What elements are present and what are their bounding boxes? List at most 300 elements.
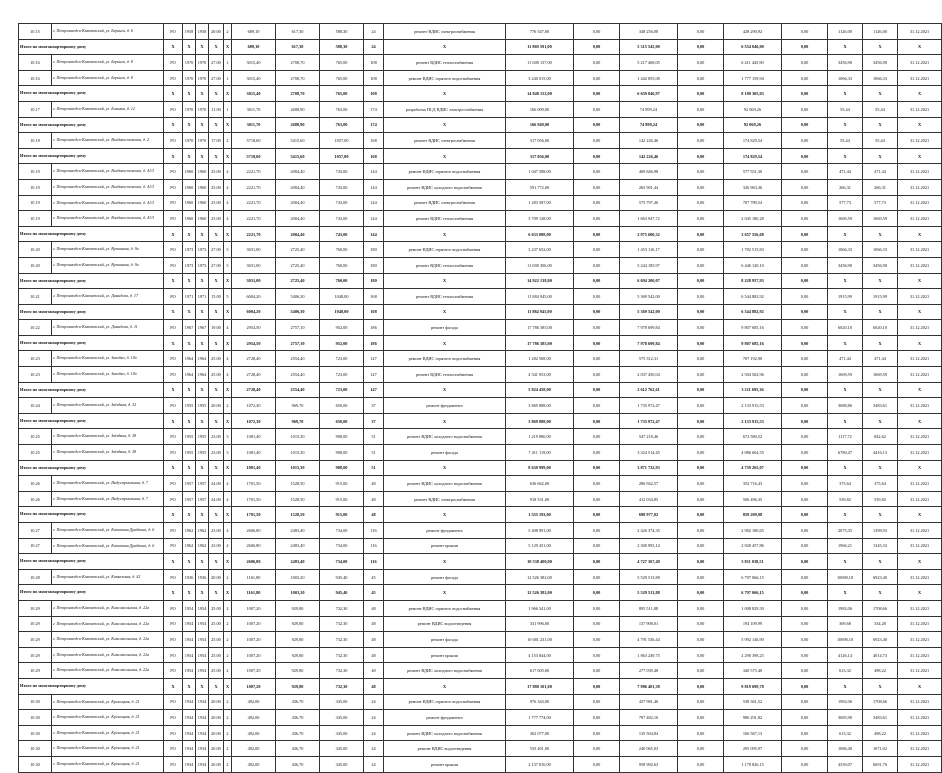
cell-c1: 535 401,00 xyxy=(506,741,574,757)
cell-en: 2 xyxy=(224,647,232,663)
cell-y2: 1960 xyxy=(196,164,209,180)
cell-c4: 0,00 xyxy=(678,585,724,601)
cell-u2: 842,62 xyxy=(863,429,898,445)
address-cell: г. Петрозаводск-Камчатский, ул. Давыдова, д. 17 xyxy=(52,289,164,305)
cell-own: X xyxy=(164,226,183,242)
cell-c3: 1 735 972,47 xyxy=(620,413,678,429)
cell-u2: 1345,33 xyxy=(863,538,898,554)
cell-y2: 1958 xyxy=(196,24,209,40)
cell-c1: 11 884 945,00 xyxy=(506,289,574,305)
cell-own: X xyxy=(164,335,183,351)
cell-en: X xyxy=(224,413,232,429)
cell-c4: 0,00 xyxy=(678,616,724,632)
cell-c4: 0,00 xyxy=(678,117,724,133)
cell-c2: 0,00 xyxy=(574,70,620,86)
cell-work: ремонт крыши xyxy=(384,647,506,663)
cell-c5: 3 657 556,68 xyxy=(724,226,782,242)
cell-a1: 6004,20 xyxy=(232,289,276,305)
cell-own: X xyxy=(164,507,183,523)
cell-a1: 2221,70 xyxy=(232,226,276,242)
cell-c1: 976 343,00 xyxy=(506,694,574,710)
cell-c4: 0,00 xyxy=(678,226,724,242)
cell-a2: 2483,40 xyxy=(276,538,320,554)
cell-c3: 74 899,24 xyxy=(620,101,678,117)
cell-y2: 1934 xyxy=(196,710,209,726)
cell-y2: 1955 xyxy=(196,398,209,414)
cell-own: РО xyxy=(164,663,183,679)
cell-c6: 0,00 xyxy=(782,710,828,726)
cell-res: 147 xyxy=(364,382,384,398)
cell-work: ремонт фасада xyxy=(384,569,506,585)
cell-en: 5 xyxy=(224,242,232,258)
cell-work: ремонт ВДИС холодного водоснабжения xyxy=(384,179,506,195)
cell-u2: 55,44 xyxy=(863,133,898,149)
cell-u1: 3688,86 xyxy=(828,398,863,414)
cell-u1: X xyxy=(828,304,863,320)
cell-c6: 0,00 xyxy=(782,320,828,336)
address-cell: г. Петрозаводск-Камчатский, ул. Кроноцкая, д. 21 xyxy=(52,741,164,757)
table-row xyxy=(19,351,942,367)
address-cell: г. Петрозаводск-Камчатский, ул. Индустриальная, д. 7 xyxy=(52,491,164,507)
cell-own: РО xyxy=(164,289,183,305)
cell-c3: 142 226,46 xyxy=(620,133,678,149)
address-cell: г. Петрозаводск-Камчатский, ул. Беринга, д. 6 xyxy=(52,24,164,40)
cell-c6: 0,00 xyxy=(782,133,828,149)
cell-c3: 265 901,44 xyxy=(620,179,678,195)
cell-own: X xyxy=(164,273,183,289)
cell-a1: 2728,40 xyxy=(232,351,276,367)
cell-fl: 24.00 xyxy=(209,491,224,507)
cell-dt: 31.12.2021 xyxy=(898,257,942,273)
cell-fl: X xyxy=(209,335,224,351)
cell-a3: 763,00 xyxy=(320,101,364,117)
cell-a1: 5718,60 xyxy=(232,148,276,164)
cell-u1: 6780,47 xyxy=(828,445,863,461)
cell-en: X xyxy=(224,678,232,694)
cell-a3: 945,40 xyxy=(320,585,364,601)
cell-res: 37 xyxy=(364,398,384,414)
cell-c6: 0,00 xyxy=(782,398,828,414)
subtotal-label: Итого по многоквартирному дому xyxy=(19,554,164,570)
cell-a3: 952,00 xyxy=(320,320,364,336)
cell-res: 116 xyxy=(364,523,384,539)
cell-res: 168 xyxy=(364,304,384,320)
cell-y2: 1957 xyxy=(196,476,209,492)
cell-y2: 1954 xyxy=(196,600,209,616)
cell-own: РО xyxy=(164,694,183,710)
table-row xyxy=(19,663,942,679)
cell-work: ремонт ВДИС электроснабжения xyxy=(384,491,506,507)
cell-c3: 4 791 536,44 xyxy=(620,632,678,648)
cell-u1: 369,68 xyxy=(828,616,863,632)
cell-c3: 2 300 993,14 xyxy=(620,538,678,554)
cell-a1: 1701,50 xyxy=(232,491,276,507)
table-row xyxy=(19,70,942,86)
cell-c6: 0,00 xyxy=(782,195,828,211)
cell-n: 10.17 xyxy=(19,101,52,117)
cell-dt: X xyxy=(898,413,942,429)
cell-y2: 1954 xyxy=(196,647,209,663)
cell-a1: 2221,70 xyxy=(232,179,276,195)
cell-dt: 31.12.2021 xyxy=(898,211,942,227)
cell-c6: 0,00 xyxy=(782,164,828,180)
cell-dt: 31.12.2021 xyxy=(898,398,942,414)
cell-y2: 1971 xyxy=(196,289,209,305)
cell-u1: 613,32 xyxy=(828,725,863,741)
cell-y1: X xyxy=(183,678,196,694)
cell-y1: 1960 xyxy=(183,195,196,211)
cell-c1: 3 869 888,00 xyxy=(506,398,574,414)
cell-u1: 4126,14 xyxy=(828,647,863,663)
cell-c4: 0,00 xyxy=(678,398,724,414)
cell-res: 48 xyxy=(364,678,384,694)
cell-y1: 1954 xyxy=(183,616,196,632)
cell-a1: 1007,20 xyxy=(232,678,276,694)
cell-en: X xyxy=(224,460,232,476)
cell-own: РО xyxy=(164,725,183,741)
address-cell: г. Петрозаводск-Камчатский, ул. Давыдова, д. 11 xyxy=(52,320,164,336)
cell-c4: 0,00 xyxy=(678,507,724,523)
cell-u2: 6691,76 xyxy=(863,756,898,772)
subtotal-row xyxy=(19,507,942,523)
cell-y1: X xyxy=(183,585,196,601)
cell-c5: 1 178 826,15 xyxy=(724,756,782,772)
table-row xyxy=(19,647,942,663)
cell-c2: 0,00 xyxy=(574,117,620,133)
cell-c2: 0,00 xyxy=(574,101,620,117)
cell-c6: 0,00 xyxy=(782,242,828,258)
cell-a1: 1072,30 xyxy=(232,398,276,414)
cell-c6: 0,00 xyxy=(782,663,828,679)
cell-c1: 7 411 119,00 xyxy=(506,445,574,461)
cell-a1: 1081,40 xyxy=(232,460,276,476)
cell-c5: 1 782 515,83 xyxy=(724,242,782,258)
cell-c2: 0,00 xyxy=(574,756,620,772)
cell-en: 4 xyxy=(224,538,232,554)
cell-en: 1 xyxy=(224,70,232,86)
cell-dt: 31.12.2021 xyxy=(898,616,942,632)
cell-c4: 0,00 xyxy=(678,24,724,40)
address-cell: г. Петрозаводск-Камчатский, ул. Кавказская, д. 42 xyxy=(52,569,164,585)
cell-own: РО xyxy=(164,55,183,71)
cell-en: 2 xyxy=(224,398,232,414)
cell-c4: 0,00 xyxy=(678,476,724,492)
cell-dt: 31.12.2021 xyxy=(898,24,942,40)
cell-fl: 23.00 xyxy=(209,429,224,445)
cell-u2: X xyxy=(863,148,898,164)
cell-c4: 0,00 xyxy=(678,445,724,461)
cell-a2: 1003,20 xyxy=(276,569,320,585)
cell-en: X xyxy=(224,335,232,351)
cell-n: 10.29 xyxy=(19,632,52,648)
cell-a3: 345,00 xyxy=(320,741,364,757)
cell-y1: 1955 xyxy=(183,398,196,414)
cell-c5: 2 045 180,28 xyxy=(724,211,782,227)
cell-a1: 1081,40 xyxy=(232,429,276,445)
cell-a1: 492,00 xyxy=(232,694,276,710)
address-cell: г. Петрозаводск-Камчатский, ул. Индустриальная, д. 7 xyxy=(52,476,164,492)
cell-a2: 969,70 xyxy=(276,413,320,429)
cell-n: 10.23 xyxy=(19,351,52,367)
cell-u1: 1966,21 xyxy=(828,538,863,554)
subtotal-label: Итого по многоквартирному дому xyxy=(19,304,164,320)
cell-own: X xyxy=(164,413,183,429)
cell-own: РО xyxy=(164,101,183,117)
cell-c5: 980 291,82 xyxy=(724,710,782,726)
cell-c3: 2 037 450,04 xyxy=(620,367,678,383)
table-row xyxy=(19,476,942,492)
cell-n: 10.22 xyxy=(19,320,52,336)
cell-c1: 636 662,00 xyxy=(506,476,574,492)
subtotal-label: Итого по многоквартирному дому xyxy=(19,117,164,133)
subtotal-label: Итого по многоквартирному дому xyxy=(19,39,164,55)
cell-u1: 577,73 xyxy=(828,195,863,211)
cell-u2: X xyxy=(863,226,898,242)
cell-u2: 539,82 xyxy=(863,491,898,507)
cell-c4: 0,00 xyxy=(678,335,724,351)
table-row xyxy=(19,320,942,336)
cell-y1: 1960 xyxy=(183,164,196,180)
cell-y2: X xyxy=(196,226,209,242)
cell-c5: 707 192,90 xyxy=(724,351,782,367)
cell-u2: 266,31 xyxy=(863,179,898,195)
cell-y1: 1934 xyxy=(183,725,196,741)
cell-c5: 6 446 120,10 xyxy=(724,257,782,273)
cell-c5: 6 544 882,92 xyxy=(724,289,782,305)
cell-fl: 25.00 xyxy=(209,632,224,648)
address-cell: г. Петрозаводск-Камчатский, ул. Вулканная, д. 9а xyxy=(52,257,164,273)
cell-c1: 6 633 088,00 xyxy=(506,226,574,242)
cell-c2: 0,00 xyxy=(574,273,620,289)
cell-res: 51 xyxy=(364,429,384,445)
cell-own: X xyxy=(164,460,183,476)
cell-a2: 2708,70 xyxy=(276,86,320,102)
cell-u1: X xyxy=(828,148,863,164)
cell-fl: 25.00 xyxy=(209,351,224,367)
cell-en: 4 xyxy=(224,195,232,211)
cell-a3: 743,00 xyxy=(320,179,364,195)
cell-c5: 3 211 695,36 xyxy=(724,382,782,398)
cell-u1: 1669,59 xyxy=(828,367,863,383)
cell-u1: 375,64 xyxy=(828,476,863,492)
cell-res: 147 xyxy=(364,367,384,383)
cell-c6: 0,00 xyxy=(782,725,828,741)
cell-c2: 0,00 xyxy=(574,382,620,398)
table-row xyxy=(19,211,942,227)
cell-y1: 1973 xyxy=(183,242,196,258)
cell-res: 174 xyxy=(364,117,384,133)
cell-work: X xyxy=(384,117,506,133)
cell-c6: 0,00 xyxy=(782,523,828,539)
cell-c3: 5 369 542,00 xyxy=(620,289,678,305)
cell-c5: 6 544 882,92 xyxy=(724,304,782,320)
cell-work: ремонт ВДИС теплоснабжения xyxy=(384,55,506,71)
cell-work: X xyxy=(384,335,506,351)
address-cell: г. Петрозаводск-Камчатский, ул. Звёздная, д. 38 xyxy=(52,429,164,445)
cell-en: X xyxy=(224,507,232,523)
cell-a1: 3031,00 xyxy=(232,242,276,258)
cell-a3: 765,00 xyxy=(320,70,364,86)
cell-dt: 31.12.2021 xyxy=(898,242,942,258)
cell-res: 48 xyxy=(364,616,384,632)
subtotal-row xyxy=(19,273,942,289)
cell-dt: 31.12.2021 xyxy=(898,725,942,741)
cell-u1: 10698,10 xyxy=(828,569,863,585)
cell-work: ремонт ВДИС холодного водоснабжения xyxy=(384,725,506,741)
cell-c4: 0,00 xyxy=(678,632,724,648)
cell-c5: 295 095,97 xyxy=(724,741,782,757)
cell-c3: 74 899,24 xyxy=(620,117,678,133)
cell-u1: 1066,33 xyxy=(828,242,863,258)
cell-work: X xyxy=(384,460,506,476)
cell-u2: X xyxy=(863,460,898,476)
subtotal-row xyxy=(19,304,942,320)
cell-u2: 1066,33 xyxy=(863,70,898,86)
cell-c1: 12 526 382,00 xyxy=(506,585,574,601)
cell-res: 24 xyxy=(364,39,384,55)
cell-u1: 1086,40 xyxy=(828,741,863,757)
table-row xyxy=(19,367,942,383)
cell-en: X xyxy=(224,117,232,133)
subtotal-label: Итого по многоквартирному дому xyxy=(19,460,164,476)
capital-repair-register-table xyxy=(18,23,942,773)
cell-a1: 1701,50 xyxy=(232,507,276,523)
cell-c3: 698 977,02 xyxy=(620,507,678,523)
cell-c4: 0,00 xyxy=(678,678,724,694)
cell-c4: 0,00 xyxy=(678,538,724,554)
cell-en: 4 xyxy=(224,367,232,383)
cell-n: 10.16 xyxy=(19,70,52,86)
cell-work: ремонт фундамента xyxy=(384,710,506,726)
cell-c4: 0,00 xyxy=(678,70,724,86)
cell-u1: X xyxy=(828,382,863,398)
subtotal-row xyxy=(19,382,942,398)
cell-c3: 1 863 249,75 xyxy=(620,647,678,663)
table-row xyxy=(19,242,942,258)
cell-u2: X xyxy=(863,39,898,55)
cell-own: РО xyxy=(164,538,183,554)
cell-dt: X xyxy=(898,148,942,164)
cell-a3: 732,30 xyxy=(320,600,364,616)
cell-dt: 31.12.2021 xyxy=(898,756,942,772)
cell-a2: 2554,40 xyxy=(276,351,320,367)
cell-fl: 27.00 xyxy=(209,257,224,273)
cell-y1: 1936 xyxy=(183,569,196,585)
cell-dt: 31.12.2021 xyxy=(898,476,942,492)
cell-y1: X xyxy=(183,382,196,398)
cell-y1: 1970 xyxy=(183,70,196,86)
cell-u1: X xyxy=(828,39,863,55)
cell-own: РО xyxy=(164,741,183,757)
cell-dt: 31.12.2021 xyxy=(898,429,942,445)
cell-c3: 7 978 699,84 xyxy=(620,320,678,336)
cell-fl: 24.00 xyxy=(209,476,224,492)
cell-a2: 2688,90 xyxy=(276,117,320,133)
cell-en: X xyxy=(224,39,232,55)
cell-c3: 3 871 732,93 xyxy=(620,460,678,476)
cell-c5: 2 133 915,53 xyxy=(724,413,782,429)
cell-u2: X xyxy=(863,382,898,398)
cell-y2: X xyxy=(196,585,209,601)
cell-c5: 6 554 046,00 xyxy=(724,39,782,55)
cell-y2: 1934 xyxy=(196,741,209,757)
cell-en: 3 xyxy=(224,429,232,445)
cell-u1: X xyxy=(828,554,863,570)
cell-fl: 23.00 xyxy=(209,538,224,554)
subtotal-row xyxy=(19,335,942,351)
cell-fl: X xyxy=(209,86,224,102)
cell-work: X xyxy=(384,226,506,242)
cell-n: 10.25 xyxy=(19,429,52,445)
cell-a2: 436,70 xyxy=(276,710,320,726)
cell-work: ремонт ВДИС холодного водоснабжения xyxy=(384,476,506,492)
cell-y1: 1967 xyxy=(183,320,196,336)
cell-c1: 4 153 844,00 xyxy=(506,647,574,663)
cell-a2: 2004,40 xyxy=(276,226,320,242)
cell-u2: X xyxy=(863,554,898,570)
cell-u2: X xyxy=(863,86,898,102)
cell-y1: X xyxy=(183,226,196,242)
cell-c6: 0,00 xyxy=(782,647,828,663)
cell-en: X xyxy=(224,304,232,320)
cell-en: 5 xyxy=(224,257,232,273)
cell-c6: 0,00 xyxy=(782,756,828,772)
cell-c1: 3 869 888,00 xyxy=(506,413,574,429)
table-row xyxy=(19,164,942,180)
subtotal-row xyxy=(19,585,942,601)
cell-own: РО xyxy=(164,195,183,211)
cell-u1: X xyxy=(828,273,863,289)
cell-n: 10.19 xyxy=(19,179,52,195)
cell-work: X xyxy=(384,86,506,102)
cell-work: ремонт ВДИС горячего водоснабжения xyxy=(384,351,506,367)
cell-c4: 0,00 xyxy=(678,694,724,710)
cell-c2: 0,00 xyxy=(574,585,620,601)
cell-dt: 31.12.2021 xyxy=(898,351,942,367)
cell-c2: 0,00 xyxy=(574,569,620,585)
cell-a2: 1003,20 xyxy=(276,585,320,601)
cell-c2: 0,00 xyxy=(574,429,620,445)
cell-c3: 547 218,46 xyxy=(620,429,678,445)
cell-c4: 0,00 xyxy=(678,304,724,320)
cell-y1: 1970 xyxy=(183,101,196,117)
subtotal-label: Итого по многоквартирному дому xyxy=(19,273,164,289)
cell-a3: 345,00 xyxy=(320,725,364,741)
cell-c2: 0,00 xyxy=(574,507,620,523)
cell-a1: 6004,20 xyxy=(232,304,276,320)
cell-c6: 0,00 xyxy=(782,226,828,242)
cell-u1: 6020,10 xyxy=(828,320,863,336)
cell-u1: 1066,33 xyxy=(828,70,863,86)
cell-a3: 734,00 xyxy=(320,554,364,570)
cell-y2: 1934 xyxy=(196,725,209,741)
cell-a1: 2728,40 xyxy=(232,367,276,383)
cell-y2: X xyxy=(196,86,209,102)
cell-own: X xyxy=(164,148,183,164)
cell-own: РО xyxy=(164,647,183,663)
cell-a3: 915,00 xyxy=(320,507,364,523)
cell-a2: 5406,30 xyxy=(276,289,320,305)
cell-dt: X xyxy=(898,39,942,55)
cell-work: ремонт ВДИС теплоснабжения xyxy=(384,257,506,273)
cell-y1: X xyxy=(183,554,196,570)
cell-dt: X xyxy=(898,382,942,398)
cell-c5: 707 789,54 xyxy=(724,195,782,211)
cell-n: 10.19 xyxy=(19,164,52,180)
cell-c3: 958 992,63 xyxy=(620,756,678,772)
cell-dt: X xyxy=(898,335,942,351)
cell-n: 10.16 xyxy=(19,55,52,71)
